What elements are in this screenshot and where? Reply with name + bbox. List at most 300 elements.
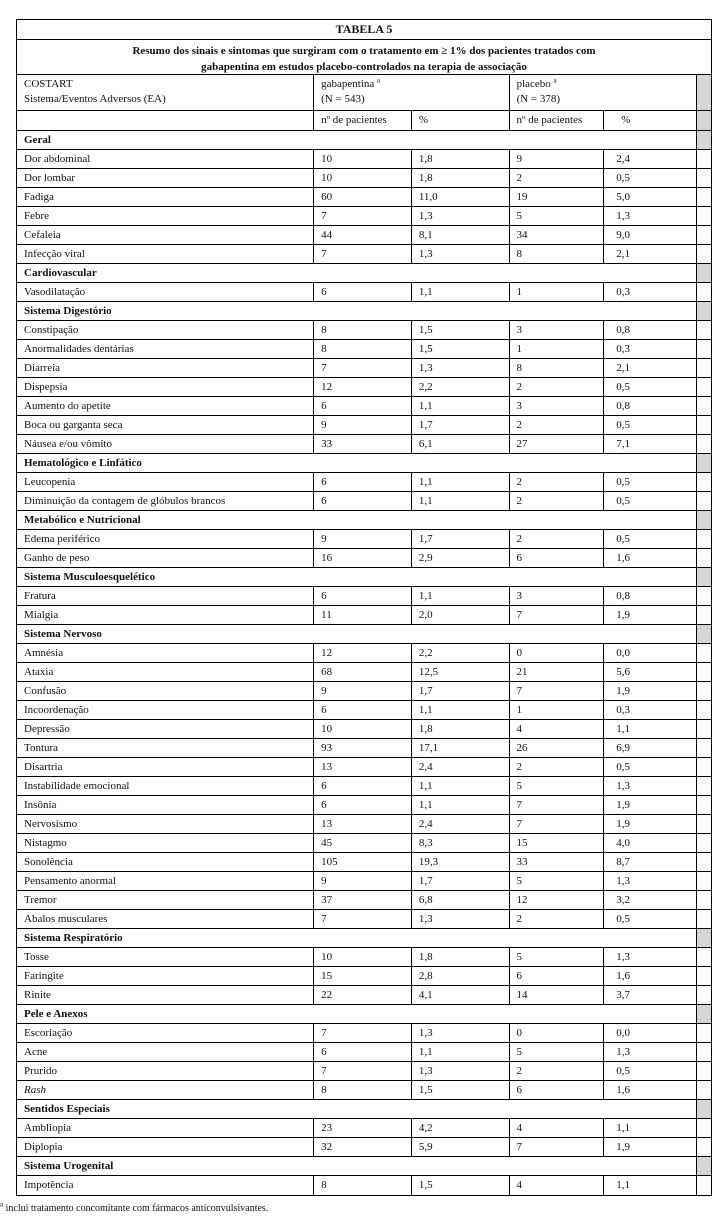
right-gray-bar (697, 1100, 711, 1118)
table-subheader-row (17, 111, 711, 131)
table-row (17, 530, 711, 549)
placebo-pct-cell: 9,0 (604, 226, 697, 244)
header-gabapentina (314, 75, 509, 110)
placebo-pct-cell: 2,1 (604, 359, 697, 377)
gabapentina-n-cell: 8 (314, 321, 412, 339)
section-title: Sistema Respiratório (17, 929, 697, 947)
gabapentina-pct-cell: 1,5 (412, 321, 510, 339)
event-label: Impotência (17, 1176, 314, 1195)
section-title: Sistema Nervoso (17, 625, 697, 643)
gabapentina-pct-cell: 1,3 (412, 359, 510, 377)
event-label: Dor lombar (17, 169, 314, 187)
gabapentina-pct-cell: 11,0 (412, 188, 510, 206)
right-gray-bar (697, 302, 711, 320)
header-gabapentina-label: gabapentina $^a$ (321, 76, 381, 90)
gabapentina-pct-cell: 1,3 (412, 910, 510, 928)
placebo-n-cell: 15 (510, 834, 605, 852)
gabapentina-n-cell: 7 (314, 1024, 412, 1042)
table-row (17, 872, 711, 891)
gabapentina-n-cell: 6 (314, 283, 412, 301)
event-label: Faringite (17, 967, 314, 985)
placebo-pct-cell: 3,7 (604, 986, 697, 1004)
right-gray-bar (697, 1005, 711, 1023)
event-label: Dispepsia (17, 378, 314, 396)
section-header-row (17, 1100, 711, 1119)
right-edge-cell (697, 682, 711, 700)
placebo-pct-cell: 1,3 (604, 777, 697, 795)
right-edge-cell (697, 321, 711, 339)
table-row (17, 169, 711, 188)
section-title: Sistema Digestório (17, 302, 697, 320)
gabapentina-pct-cell: 5,9 (412, 1138, 510, 1156)
right-edge-cell (697, 1043, 711, 1061)
placebo-pct-cell: 1,6 (604, 1081, 697, 1099)
right-edge-cell (697, 758, 711, 776)
section-header-row (17, 568, 711, 587)
placebo-pct-cell: 0,3 (604, 283, 697, 301)
gabapentina-pct-cell: 1,1 (412, 397, 510, 415)
placebo-n-cell: 2 (510, 169, 605, 187)
table-row (17, 435, 711, 454)
right-gray-bar (697, 511, 711, 529)
section-title: Sentidos Especiais (17, 1100, 697, 1118)
gabapentina-pct-cell: 1,5 (412, 340, 510, 358)
right-edge-cell (697, 226, 711, 244)
event-label: Ganho de peso (17, 549, 314, 567)
right-edge-cell (697, 435, 711, 453)
right-edge-cell (697, 1081, 711, 1099)
placebo-pct-cell: 0,5 (604, 473, 697, 491)
placebo-n-cell: 2 (510, 473, 605, 491)
gabapentina-n-cell: 16 (314, 549, 412, 567)
placebo-pct-cell: 0,5 (604, 758, 697, 776)
gabapentina-n-cell: 9 (314, 416, 412, 434)
table-row (17, 853, 711, 872)
right-edge-cell (697, 1176, 711, 1195)
gabapentina-n-cell: 12 (314, 644, 412, 662)
gabapentina-pct-cell: 8,3 (412, 834, 510, 852)
gabapentina-n-cell: 37 (314, 891, 412, 909)
event-label: Constipação (17, 321, 314, 339)
gabapentina-n-cell: 8 (314, 1176, 412, 1195)
event-label: Infecção viral (17, 245, 314, 263)
placebo-n-cell: 14 (510, 986, 605, 1004)
placebo-pct-cell: 1,6 (604, 549, 697, 567)
placebo-n-cell: 2 (510, 758, 605, 776)
event-label: Leucopenia (17, 473, 314, 491)
gabapentina-n-cell: 33 (314, 435, 412, 453)
placebo-n-cell: 0 (510, 1024, 605, 1042)
placebo-pct-cell: 1,9 (604, 1138, 697, 1156)
table-row (17, 815, 711, 834)
gabapentina-pct-cell: 12,5 (412, 663, 510, 681)
placebo-pct-cell: 1,9 (604, 815, 697, 833)
event-label: Ambliopia (17, 1119, 314, 1137)
header-system-label: Sistema/Eventos Adversos (EA) (24, 93, 166, 105)
adverse-events-table (16, 19, 712, 1196)
event-label: Diminuição da contagem de glóbulos brancos (17, 492, 314, 510)
gabapentina-n-cell: 10 (314, 169, 412, 187)
right-edge-cell (697, 777, 711, 795)
right-edge-cell (697, 701, 711, 719)
placebo-n-cell: 5 (510, 207, 605, 225)
table-row (17, 1176, 711, 1195)
event-label: Dor abdominal (17, 150, 314, 168)
event-label: Mialgia (17, 606, 314, 624)
gabapentina-pct-cell: 2,8 (412, 967, 510, 985)
placebo-pct-cell: 0,5 (604, 169, 697, 187)
right-gray-bar (697, 264, 711, 282)
event-label: Rash (17, 1081, 314, 1099)
placebo-pct-cell: 0,8 (604, 321, 697, 339)
placebo-pct-cell: 5,6 (604, 663, 697, 681)
table-row (17, 492, 711, 511)
right-edge-cell (697, 188, 711, 206)
section-header-row (17, 1157, 711, 1176)
placebo-n-cell: 5 (510, 1043, 605, 1061)
right-edge-cell (697, 948, 711, 966)
section-header-row (17, 454, 711, 473)
section-header-row (17, 929, 711, 948)
header-placebo (510, 75, 697, 110)
right-edge-cell (697, 1024, 711, 1042)
header-placebo-label: placebo $^a$ (516, 76, 557, 90)
gabapentina-n-cell: 9 (314, 530, 412, 548)
gabapentina-n-cell: 23 (314, 1119, 412, 1137)
right-edge-cell (697, 530, 711, 548)
gabapentina-pct-cell: 6,1 (412, 435, 510, 453)
event-label: Tontura (17, 739, 314, 757)
section-title: Geral (17, 131, 697, 149)
gabapentina-n-cell: 13 (314, 758, 412, 776)
table-row (17, 796, 711, 815)
gabapentina-pct-cell: 1,3 (412, 1024, 510, 1042)
placebo-pct-cell: 0,3 (604, 701, 697, 719)
right-edge-cell (697, 815, 711, 833)
gabapentina-n-cell: 8 (314, 340, 412, 358)
gabapentina-n-cell: 105 (314, 853, 412, 871)
placebo-n-cell: 3 (510, 397, 605, 415)
subheader-placebo-pct: % (604, 111, 697, 130)
event-label: Acne (17, 1043, 314, 1061)
placebo-n-cell: 7 (510, 682, 605, 700)
section-header-row (17, 302, 711, 321)
placebo-n-cell: 3 (510, 321, 605, 339)
gabapentina-n-cell: 13 (314, 815, 412, 833)
gabapentina-pct-cell: 2,2 (412, 378, 510, 396)
placebo-n-cell: 2 (510, 910, 605, 928)
placebo-n-cell: 1 (510, 701, 605, 719)
right-gray-bar (697, 131, 711, 149)
placebo-n-cell: 9 (510, 150, 605, 168)
placebo-pct-cell: 1,3 (604, 872, 697, 890)
gabapentina-n-cell: 7 (314, 359, 412, 377)
placebo-n-cell: 19 (510, 188, 605, 206)
table-row (17, 549, 711, 568)
table-row (17, 245, 711, 264)
right-edge-cell (697, 796, 711, 814)
placebo-pct-cell: 5,0 (604, 188, 697, 206)
placebo-n-cell: 4 (510, 1176, 605, 1195)
gabapentina-n-cell: 10 (314, 948, 412, 966)
placebo-n-cell: 7 (510, 1138, 605, 1156)
gabapentina-n-cell: 45 (314, 834, 412, 852)
placebo-pct-cell: 0,5 (604, 492, 697, 510)
table-row (17, 188, 711, 207)
event-label: Diarreia (17, 359, 314, 377)
footnote (0, 1200, 269, 1214)
placebo-n-cell: 8 (510, 359, 605, 377)
right-edge-cell (697, 397, 711, 415)
table-row (17, 834, 711, 853)
right-edge-cell (697, 720, 711, 738)
placebo-pct-cell: 0,5 (604, 530, 697, 548)
placebo-n-cell: 6 (510, 967, 605, 985)
table-row (17, 682, 711, 701)
table-row (17, 150, 711, 169)
placebo-n-cell: 6 (510, 1081, 605, 1099)
placebo-n-cell: 1 (510, 340, 605, 358)
table-row (17, 758, 711, 777)
table-caption (17, 40, 711, 75)
event-label: Disartria (17, 758, 314, 776)
gabapentina-pct-cell: 1,1 (412, 587, 510, 605)
placebo-pct-cell: 0,8 (604, 587, 697, 605)
gabapentina-pct-cell: 1,1 (412, 473, 510, 491)
section-header-row (17, 511, 711, 530)
gabapentina-pct-cell: 1,8 (412, 150, 510, 168)
header-costart-label: COSTART (24, 78, 73, 90)
event-label: Escoriação (17, 1024, 314, 1042)
header-placebo-n: (N = 378) (516, 93, 561, 105)
table-row (17, 207, 711, 226)
placebo-n-cell: 2 (510, 492, 605, 510)
placebo-pct-cell: 2,4 (604, 150, 697, 168)
placebo-pct-cell: 1,9 (604, 796, 697, 814)
placebo-pct-cell: 1,9 (604, 682, 697, 700)
right-edge-cell (697, 587, 711, 605)
placebo-pct-cell: 0,5 (604, 378, 697, 396)
right-edge-cell (697, 169, 711, 187)
right-edge-cell (697, 606, 711, 624)
table-caption-line-2: gabapentina em estudos placebo-controlados na terapia de associação (201, 61, 527, 73)
right-gray-bar (697, 111, 711, 130)
right-gray-bar (697, 1157, 711, 1175)
gabapentina-pct-cell: 1,7 (412, 530, 510, 548)
gabapentina-pct-cell: 1,8 (412, 948, 510, 966)
placebo-n-cell: 4 (510, 720, 605, 738)
header-gabapentina-n: (N = 543) (321, 93, 365, 105)
placebo-n-cell: 7 (510, 606, 605, 624)
event-label: Sonolência (17, 853, 314, 871)
table-caption-line-1: Resumo dos sinais e sintomas que surgiram com o tratamento em ≥ 1% dos pacientes tratados com (132, 45, 596, 57)
placebo-n-cell: 2 (510, 378, 605, 396)
right-edge-cell (697, 644, 711, 662)
gabapentina-pct-cell: 2,0 (412, 606, 510, 624)
right-edge-cell (697, 891, 711, 909)
subheader-gaba-pct: % (412, 111, 510, 130)
gabapentina-pct-cell: 2,9 (412, 549, 510, 567)
placebo-n-cell: 1 (510, 283, 605, 301)
gabapentina-n-cell: 93 (314, 739, 412, 757)
section-title: Sistema Urogenital (17, 1157, 697, 1175)
placebo-pct-cell: 3,2 (604, 891, 697, 909)
placebo-n-cell: 5 (510, 948, 605, 966)
right-gray-bar (697, 568, 711, 586)
right-edge-cell (697, 986, 711, 1004)
event-label: Instabilidade emocional (17, 777, 314, 795)
subheader-gaba-n-patients: nº de pacientes (314, 111, 412, 130)
gabapentina-n-cell: 6 (314, 796, 412, 814)
gabapentina-n-cell: 15 (314, 967, 412, 985)
table-row (17, 1119, 711, 1138)
table-row (17, 473, 711, 492)
table-row (17, 663, 711, 682)
gabapentina-n-cell: 9 (314, 682, 412, 700)
event-label: Febre (17, 207, 314, 225)
gabapentina-pct-cell: 4,1 (412, 986, 510, 1004)
gabapentina-n-cell: 22 (314, 986, 412, 1004)
placebo-pct-cell: 1,9 (604, 606, 697, 624)
placebo-n-cell: 27 (510, 435, 605, 453)
placebo-pct-cell: 0,0 (604, 644, 697, 662)
event-label: Ataxia (17, 663, 314, 681)
gabapentina-pct-cell: 1,5 (412, 1176, 510, 1195)
placebo-n-cell: 4 (510, 1119, 605, 1137)
placebo-n-cell: 8 (510, 245, 605, 263)
placebo-n-cell: 7 (510, 815, 605, 833)
event-label: Confusão (17, 682, 314, 700)
placebo-pct-cell: 0,5 (604, 910, 697, 928)
header-costart (17, 75, 314, 110)
placebo-pct-cell: 0,3 (604, 340, 697, 358)
table-row (17, 397, 711, 416)
event-label: Cefaleia (17, 226, 314, 244)
right-edge-cell (697, 473, 711, 491)
gabapentina-n-cell: 6 (314, 397, 412, 415)
placebo-n-cell: 2 (510, 1062, 605, 1080)
gabapentina-n-cell: 6 (314, 777, 412, 795)
right-edge-cell (697, 967, 711, 985)
placebo-pct-cell: 0,5 (604, 416, 697, 434)
table-row (17, 1081, 711, 1100)
right-edge-cell (697, 359, 711, 377)
right-edge-cell (697, 549, 711, 567)
gabapentina-pct-cell: 1,1 (412, 777, 510, 795)
gabapentina-n-cell: 6 (314, 473, 412, 491)
right-edge-cell (697, 663, 711, 681)
gabapentina-pct-cell: 19,3 (412, 853, 510, 871)
event-label: Vasodilatação (17, 283, 314, 301)
right-edge-cell (697, 910, 711, 928)
table-row (17, 606, 711, 625)
gabapentina-n-cell: 7 (314, 245, 412, 263)
gabapentina-pct-cell: 1,3 (412, 207, 510, 225)
right-gray-bar (697, 454, 711, 472)
gabapentina-pct-cell: 1,1 (412, 796, 510, 814)
section-header-row (17, 131, 711, 150)
footnote-text: inclui tratamento concomitante com fármacos anticonvulsivantes. (3, 1203, 269, 1214)
table-row (17, 986, 711, 1005)
gabapentina-n-cell: 9 (314, 872, 412, 890)
event-label: Insônia (17, 796, 314, 814)
section-header-row (17, 1005, 711, 1024)
gabapentina-pct-cell: 1,1 (412, 1043, 510, 1061)
placebo-pct-cell: 1,3 (604, 1043, 697, 1061)
placebo-pct-cell: 1,3 (604, 948, 697, 966)
right-edge-cell (697, 283, 711, 301)
right-edge-cell (697, 739, 711, 757)
table-row (17, 701, 711, 720)
gabapentina-pct-cell: 4,2 (412, 1119, 510, 1137)
right-edge-cell (697, 340, 711, 358)
gabapentina-pct-cell: 17,1 (412, 739, 510, 757)
gabapentina-pct-cell: 1,3 (412, 245, 510, 263)
section-title: Pele e Anexos (17, 1005, 697, 1023)
gabapentina-pct-cell: 2,4 (412, 758, 510, 776)
gabapentina-pct-cell: 1,1 (412, 283, 510, 301)
table-row (17, 1138, 711, 1157)
placebo-n-cell: 34 (510, 226, 605, 244)
event-label: Aumento do apetite (17, 397, 314, 415)
gabapentina-n-cell: 10 (314, 150, 412, 168)
table-row (17, 587, 711, 606)
right-gray-bar (697, 75, 711, 110)
gabapentina-n-cell: 32 (314, 1138, 412, 1156)
table-row (17, 948, 711, 967)
right-edge-cell (697, 150, 711, 168)
placebo-pct-cell: 1,6 (604, 967, 697, 985)
table-row (17, 416, 711, 435)
section-header-row (17, 264, 711, 283)
table-row (17, 720, 711, 739)
section-title: Hematológico e Linfático (17, 454, 697, 472)
placebo-pct-cell: 8,7 (604, 853, 697, 871)
event-label: Boca ou garganta seca (17, 416, 314, 434)
event-label: Pensamento anormal (17, 872, 314, 890)
event-label: Nistagmo (17, 834, 314, 852)
gabapentina-pct-cell: 8,1 (412, 226, 510, 244)
right-edge-cell (697, 1119, 711, 1137)
gabapentina-n-cell: 12 (314, 378, 412, 396)
table-title: TABELA 5 (17, 20, 711, 40)
placebo-n-cell: 7 (510, 796, 605, 814)
subheader-empty (17, 111, 314, 130)
event-label: Fadiga (17, 188, 314, 206)
table-row (17, 1062, 711, 1081)
table-body (17, 131, 711, 1195)
right-edge-cell (697, 416, 711, 434)
gabapentina-pct-cell: 1,3 (412, 1062, 510, 1080)
table-row (17, 644, 711, 663)
placebo-pct-cell: 0,8 (604, 397, 697, 415)
section-title: Cardiovascular (17, 264, 697, 282)
placebo-n-cell: 26 (510, 739, 605, 757)
gabapentina-n-cell: 10 (314, 720, 412, 738)
gabapentina-n-cell: 7 (314, 910, 412, 928)
event-label: Amnésia (17, 644, 314, 662)
event-label: Náusea e/ou vômito (17, 435, 314, 453)
footnote-marker: a (0, 1200, 4, 1209)
gabapentina-pct-cell: 1,7 (412, 416, 510, 434)
subheader-placebo-n-patients: nº de pacientes (510, 111, 605, 130)
gabapentina-pct-cell: 1,7 (412, 682, 510, 700)
table-row (17, 777, 711, 796)
placebo-pct-cell: 6,9 (604, 739, 697, 757)
gabapentina-pct-cell: 1,8 (412, 169, 510, 187)
placebo-pct-cell: 1,1 (604, 1119, 697, 1137)
event-label: Nervosismo (17, 815, 314, 833)
